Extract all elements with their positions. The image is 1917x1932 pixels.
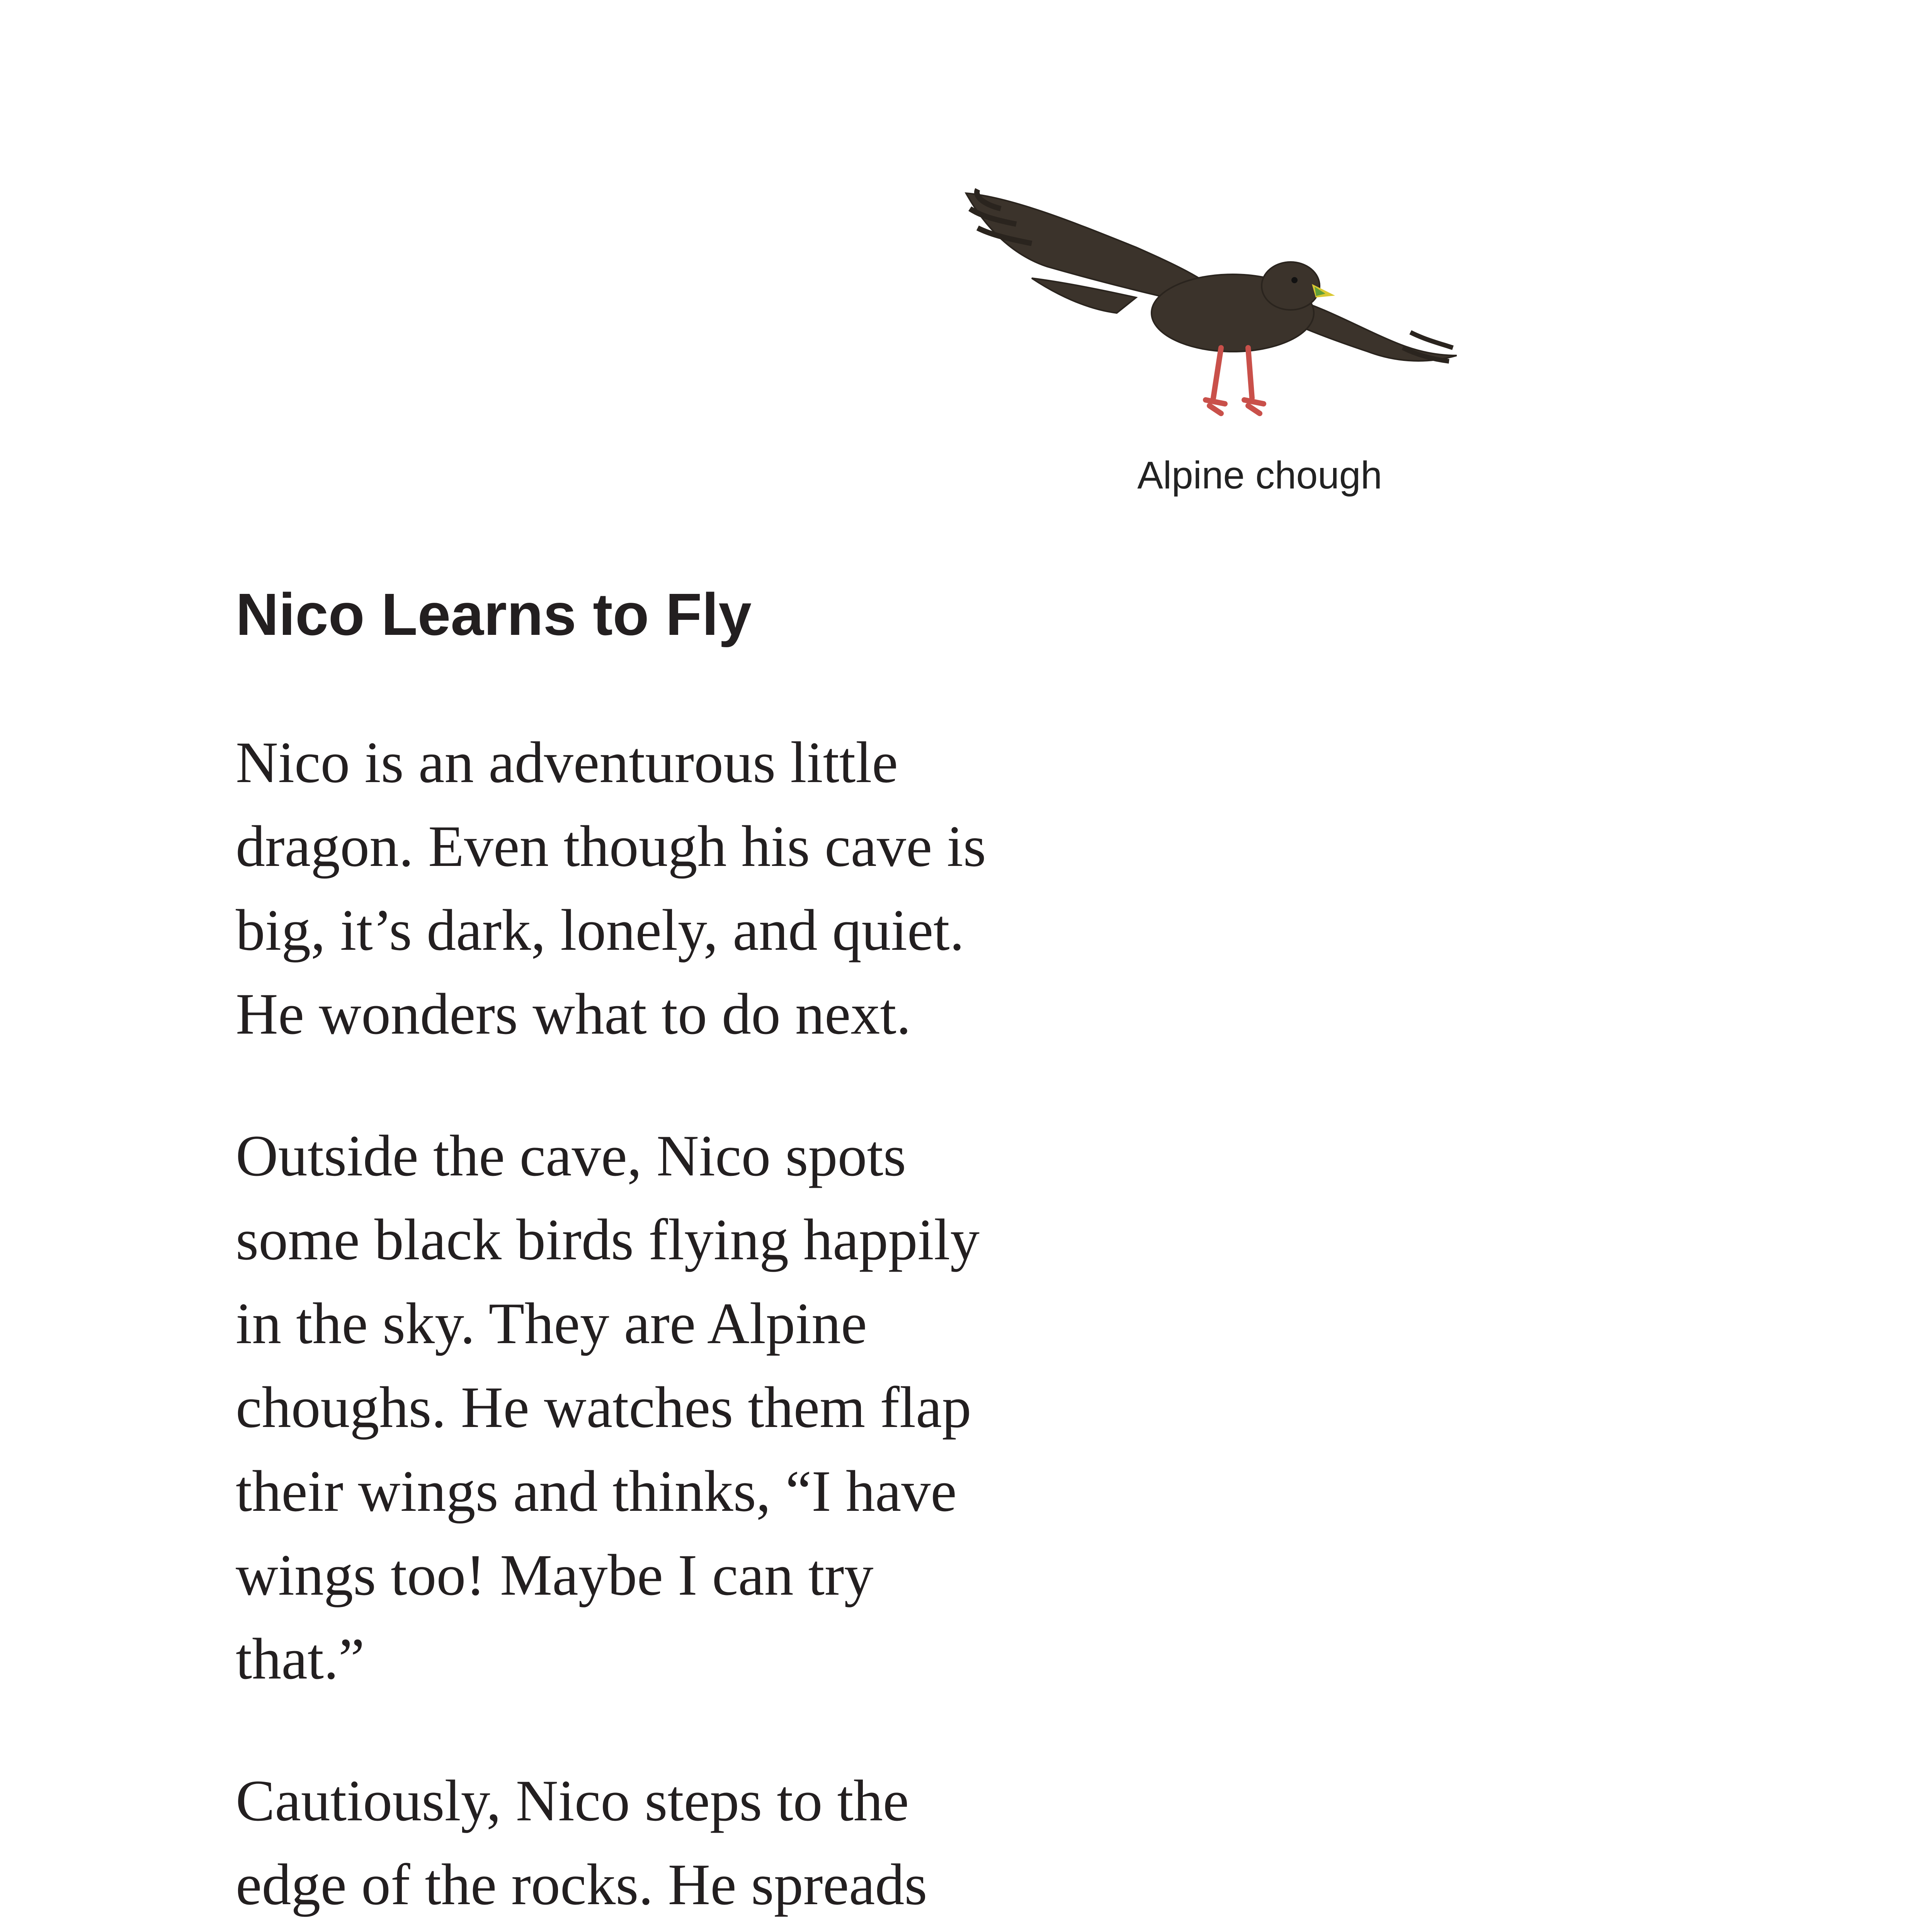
text-line: edge of the rocks. He spreads <box>236 1852 927 1917</box>
text-line: dragon. Even though his cave is <box>236 814 986 879</box>
text-line: wings too! Maybe I can try <box>236 1543 874 1607</box>
bird-icon <box>954 182 1457 444</box>
text-line: that.” <box>236 1626 365 1691</box>
text-line: choughs. He watches them flap <box>236 1375 971 1440</box>
figure-caption: Alpine chough <box>1137 454 1382 497</box>
paragraph-3 <box>236 1759 1067 1932</box>
text-line: Cautiously, Nico steps to the <box>236 1768 909 1833</box>
story-body <box>236 721 1067 1932</box>
text-line: He wonders what to do next. <box>236 981 911 1046</box>
text-line: their wings and thinks, “I have <box>236 1459 957 1524</box>
paragraph-1 <box>236 721 1067 1056</box>
paragraph-2 <box>236 1114 1067 1701</box>
story-title: Nico Learns to Fly <box>236 581 752 648</box>
text-line <box>236 1927 1067 1932</box>
text-line: some black birds flying happily <box>236 1207 980 1272</box>
text-line: Nico is an adventurous little <box>236 730 898 795</box>
text-line: big, it’s dark, lonely, and quiet. <box>236 898 964 963</box>
text-line: in the sky. They are Alpine <box>236 1291 867 1356</box>
text-line: Outside the cave, Nico spots <box>236 1123 906 1188</box>
alpine-chough-illustration <box>954 182 1457 444</box>
